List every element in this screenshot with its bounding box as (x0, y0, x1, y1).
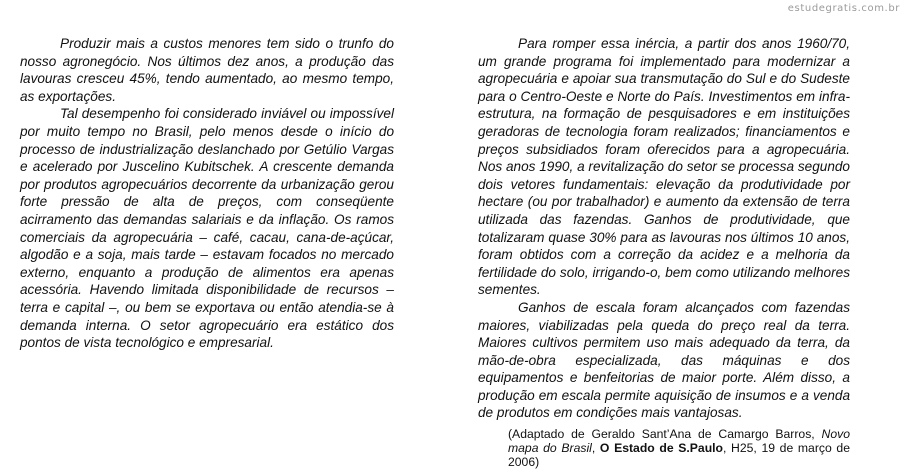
paragraph: Tal desempenho foi considerado inviável ou impossível por muito tempo no Brasil, pelo menos desde o início do processo de industrialização deslanchado por Getúlio Vargas e acelerado por Juscelino Kubitschek. A crescente demanda por produtos agropecuários decorrente da urbanização gerou forte pressão de alta de preços, com conseqüente acirramento das demandas salariais e da inflação. Os ramos comerciais da agropecuária – café, cacau, cana-de-açúcar, algodão e a soja, mais tarde – estavam focados no mercado externo, enquanto a produção de alimentos era apenas acessória. Havendo limitada disponibilidade de recursos – terra e capital –, ou bem se exportava ou então atendia-se à demanda interna. O setor agropecuário era estático dos pontos de vista tecnológico e empresarial. (20, 106, 394, 351)
right-text-column (478, 35, 850, 470)
citation-suffix: , H25, 19 de março de 2006) (508, 441, 850, 470)
paragraph: Produzir mais a custos menores tem sido o trunfo do nosso agronegócio. Nos últimos dez anos, a produção das lavouras cresceu 45%, tendo aumentado, ao mesmo tempo, as exportações. (20, 36, 394, 104)
source-citation (508, 427, 850, 470)
paragraph: Ganhos de escala foram alcançados com fazendas maiores, viabilizadas pela queda do preço real da terra. Maiores cultivos permitem uso mais adequado da terra, da mão-de-obra especializada, das máquinas e dos equipamentos e benfeitorias de maior porte. Além disso, a produção em escala permite aquisição de insumos e a venda de produtos em condições mais vantajosas. (478, 299, 850, 421)
citation-separator: , (591, 441, 600, 456)
citation-prefix: (Adaptado de Geraldo Sant’Ana de Camargo Barros, (508, 427, 822, 442)
left-text-column (20, 35, 394, 352)
watermark: estudegratis.com.br (787, 3, 900, 14)
paragraph: Para romper essa inércia, a partir dos anos 1960/70, um grande programa foi implementado para modernizar a agropecuária e apoiar sua transmutação do Sul e do Sudeste para o Centro-Oeste e Norte do País. Investimentos em infra-estrutura, na formação de pesquisadores e em instituições geradoras de tecnologia foram realizados; financiamentos e preços subsidiados foram oferecidos para a agropecuária. Nos anos 1990, a revitalização do setor se processa segundo dois vetores fundamentais: elevação da produtividade por hectare (ou por trabalhador) e aumento da extensão de terra utilizada das fazendas. Ganhos de produtividade, que totalizaram quase 30% para as lavouras nos últimos 10 anos, foram obtidos com a correção da acidez e a melhoria da fertilidade do solo, irrigando-o, bem como utilizando melhores sementes. (478, 36, 850, 298)
citation-newspaper: O Estado de S.Paulo (599, 441, 723, 456)
citation-work-title: Novo mapa do Brasil (508, 427, 850, 456)
